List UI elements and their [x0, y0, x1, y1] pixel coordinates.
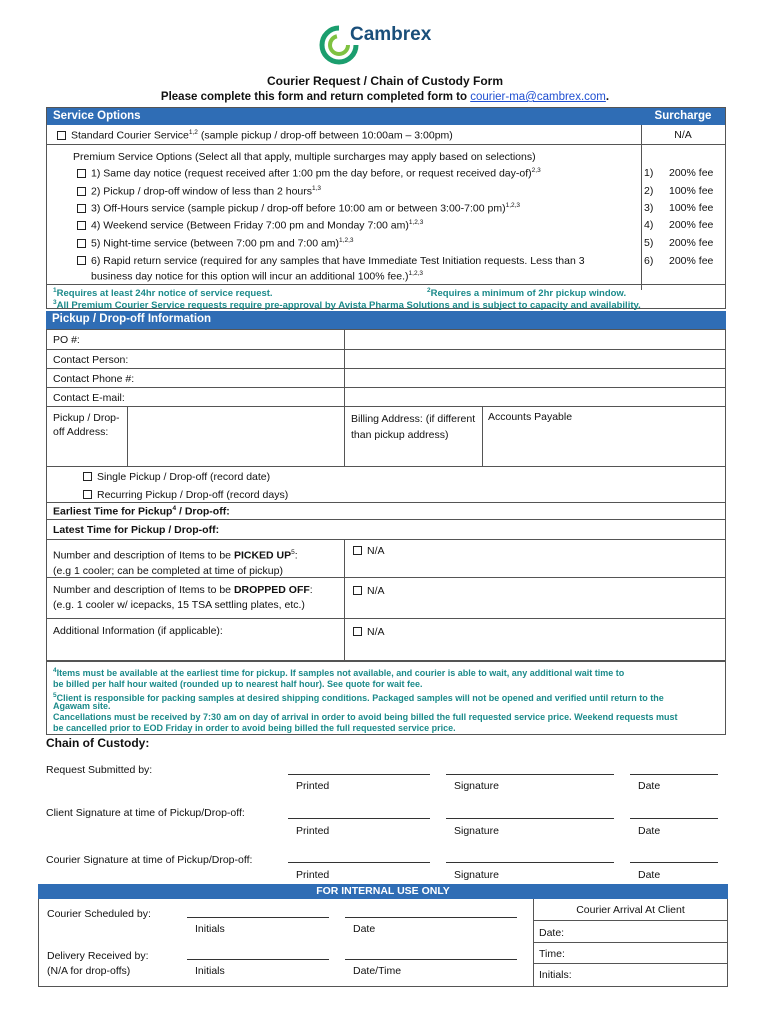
client-signature-line[interactable]	[446, 818, 614, 819]
po-input[interactable]	[345, 331, 725, 349]
brand-name: Cambrex	[350, 24, 432, 45]
premium-option-6: 6) Rapid return service (required for any samples that have Immediate Test Initiation requests. Less than 3	[77, 255, 637, 267]
premium-checkbox-2[interactable]	[77, 187, 86, 196]
service-options-heading: Service Options	[47, 108, 641, 125]
custody-heading: Chain of Custody:	[46, 736, 150, 750]
arrival-date-label[interactable]: Date:	[539, 927, 565, 939]
additional-label: Additional Information (if applicable):	[53, 625, 223, 637]
premium-checkbox-6[interactable]	[77, 256, 86, 265]
courier-printed-caption: Printed	[296, 869, 330, 881]
pickup-heading: Pickup / Drop-off Information	[46, 311, 726, 329]
standard-option: Standard Courier Service$^{1,2}$ (sample pickup / drop-off between 10:00am – 3:00pm)	[57, 129, 453, 142]
recurring-checkbox[interactable]	[83, 490, 92, 499]
delivery-initials-caption: Initials	[195, 965, 225, 977]
fee-1: 200% fee	[669, 167, 714, 179]
fee-3: 100% fee	[669, 202, 714, 214]
client-date-caption: Date	[638, 825, 661, 837]
premium-checkbox-1[interactable]	[77, 169, 86, 178]
single-option: Single Pickup / Drop-off (record date)	[83, 471, 270, 483]
standard-checkbox[interactable]	[57, 131, 66, 140]
billing-label: Billing Address: (if different than pickup address)	[351, 413, 476, 441]
footnote-6-cont: be cancelled prior to EOD Friday in order to avoid being billed the full requested service price.	[53, 723, 456, 733]
client-printed-caption: Printed	[296, 825, 330, 837]
picked-up-na: N/A	[353, 545, 385, 557]
client-printed-line[interactable]	[288, 818, 430, 819]
premium-option-5: 5) Night-time service (between 7:00 pm and 7:00 am)$^{1,2,3}$	[77, 237, 354, 250]
premium-checkbox-3[interactable]	[77, 204, 86, 213]
scheduled-initials-caption: Initials	[195, 923, 225, 935]
additional-na-checkbox[interactable]	[353, 627, 362, 636]
courier-printed-line[interactable]	[288, 862, 430, 863]
standard-surcharge: N/A	[674, 129, 692, 141]
picked-up-na-checkbox[interactable]	[353, 546, 362, 555]
request-date-line[interactable]	[630, 774, 718, 775]
premium-checkbox-5[interactable]	[77, 239, 86, 248]
courier-date-caption: Date	[638, 869, 661, 881]
request-signature-line[interactable]	[446, 774, 614, 775]
fee-num-2: 2)	[644, 185, 654, 197]
request-printed-line[interactable]	[288, 774, 430, 775]
contact-person-label: Contact Person:	[53, 354, 129, 366]
note-2: $^2$Requires a minimum of 2hr pickup window.	[427, 287, 627, 300]
fee-2: 100% fee	[669, 185, 714, 197]
footnote-6: Cancellations must be received by 7:30 am on day of arrival in order to avoid being billed the full requested service price. Weekend requests must	[53, 712, 678, 722]
courier-signature-label: Courier Signature at time of Pickup/Drop-off:	[46, 854, 253, 866]
fee-num-6: 6)	[644, 255, 654, 267]
fee-4: 200% fee	[669, 219, 714, 231]
fee-num-4: 4)	[644, 219, 654, 231]
earliest-label: Earliest Time for Pickup$^4$ / Drop-off:	[53, 505, 230, 518]
scheduled-date-line[interactable]	[345, 917, 517, 918]
courier-signature-line[interactable]	[446, 862, 614, 863]
premium-option-1: 1) Same day notice (request received after 1:00 pm the day before, or request received day-of)$^{2,3}$	[77, 167, 541, 180]
form-instruction: Please complete this form and return completed form to courier-ma@cambrex.com.	[160, 91, 610, 103]
service-options-table	[46, 107, 726, 312]
scheduled-initials-line[interactable]	[187, 917, 329, 918]
request-date-caption: Date	[638, 780, 661, 792]
po-label: PO #:	[53, 334, 80, 346]
additional-na: N/A	[353, 626, 385, 638]
footnote-4-cont: be billed per half hour waited (rounded up to nearest half hour). See quote for wait fee.	[53, 679, 423, 689]
internal-table	[38, 899, 728, 987]
billing-value[interactable]: Accounts Payable	[488, 411, 573, 423]
contact-phone-input[interactable]	[345, 370, 725, 387]
form-title: Courier Request / Chain of Custody Form	[266, 74, 503, 88]
address-input[interactable]	[128, 408, 343, 466]
request-submitted-label: Request Submitted by:	[46, 764, 153, 776]
client-signature-label: Client Signature at time of Pickup/Drop-off:	[46, 807, 245, 819]
contact-email-input[interactable]	[345, 389, 725, 406]
courier-date-line[interactable]	[630, 862, 718, 863]
fee-6: 200% fee	[669, 255, 714, 267]
premium-intro: Premium Service Options (Select all that apply, multiple surcharges may apply based on selections)	[73, 151, 536, 163]
premium-checkbox-4[interactable]	[77, 221, 86, 230]
footnote-5-cont: Agawam site.	[53, 701, 111, 711]
contact-email-label: Contact E-mail:	[53, 392, 125, 404]
note-3: $^3$All Premium Courier Service requests require pre-approval by Avista Pharma Solutions and is subject to capacity and availability.	[53, 299, 641, 312]
address-label: Pickup / Drop-off Address:	[53, 412, 120, 438]
delivery-initials-line[interactable]	[187, 959, 329, 960]
scheduled-date-caption: Date	[353, 923, 376, 935]
pickup-table	[46, 329, 726, 661]
client-signature-caption: Signature	[454, 825, 499, 837]
request-signature-caption: Signature	[454, 780, 499, 792]
delivery-label: Delivery Received by: (N/A for drop-offs)	[47, 950, 149, 977]
arrival-initials-label[interactable]: Initials:	[539, 969, 572, 981]
contact-phone-label: Contact Phone #:	[53, 373, 135, 385]
premium-option-4: 4) Weekend service (Between Friday 7:00 pm and Monday 7:00 am)$^{1,2,3}$	[77, 219, 423, 232]
scheduled-label: Courier Scheduled by:	[47, 908, 151, 920]
arrival-heading: Courier Arrival At Client	[576, 904, 685, 916]
email-link[interactable]: courier-ma@cambrex.com	[470, 91, 606, 103]
dropped-off-na-checkbox[interactable]	[353, 586, 362, 595]
single-checkbox[interactable]	[83, 472, 92, 481]
fee-num-1: 1)	[644, 167, 654, 179]
fee-num-5: 5)	[644, 237, 654, 249]
footnote-4: $^4$Items must be available at the earliest time for pickup. If samples not available, and courier is able to wait, any additional wait time to	[53, 667, 625, 678]
delivery-datetime-caption: Date/Time	[353, 965, 402, 977]
internal-heading: FOR INTERNAL USE ONLY	[38, 884, 728, 899]
premium-option-3: 3) Off-Hours service (sample pickup / drop-off before 10:00 am or between 3:00-7:00 pm)$^{1,2,3}$	[77, 202, 520, 215]
fee-num-3: 3)	[644, 202, 654, 214]
arrival-time-label[interactable]: Time:	[539, 948, 565, 960]
courier-signature-caption: Signature	[454, 869, 499, 881]
delivery-datetime-line[interactable]	[345, 959, 517, 960]
picked-up-label: Number and description of Items to be PICKED $UP^5$: (e.g 1 cooler; can be completed at time of pickup)	[53, 549, 298, 577]
footnote-5: $^5$Client is responsible for packing samples at desired shipping conditions. Packaged samples will not be opened and verified until return to the	[53, 692, 664, 703]
client-date-line[interactable]	[630, 818, 718, 819]
dropped-off-na: N/A	[353, 585, 385, 597]
note-1: $^1$Requires at least 24hr notice of service request.	[53, 287, 273, 300]
recurring-option: Recurring Pickup / Drop-off (record days)	[83, 489, 288, 501]
footnotes-box	[46, 661, 726, 735]
premium-option-2: 2) Pickup / drop-off window of less than 2 hours$^{1,3}$	[77, 185, 321, 198]
surcharge-heading: Surcharge	[641, 108, 725, 125]
latest-label: Latest Time for Pickup / Drop-off:	[53, 524, 220, 536]
fee-5: 200% fee	[669, 237, 714, 249]
request-printed-caption: Printed	[296, 780, 330, 792]
premium-option-6-cont: business day notice for this option will incur an additional 100% fee.)$^{1,2,3}$	[91, 270, 423, 283]
dropped-off-label: Number and description of Items to be DROPPED OFF: (e.g. 1 cooler w/ icepacks, 15 TSA settling plates, etc.)	[53, 584, 313, 611]
contact-person-input[interactable]	[345, 351, 725, 368]
